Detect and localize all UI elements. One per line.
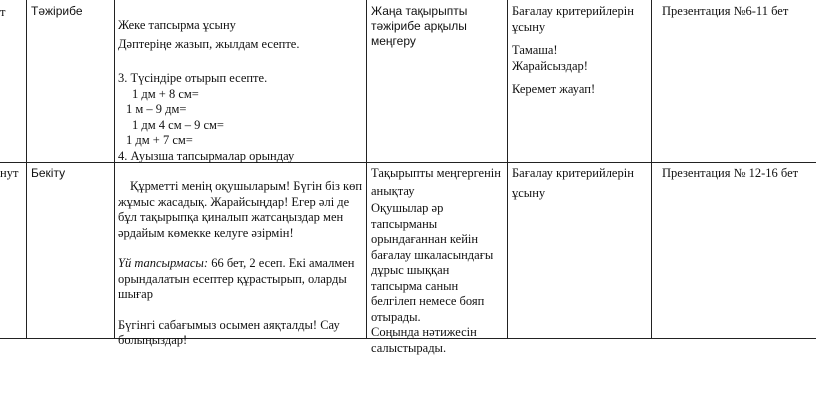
stage-text: Бекіту <box>31 166 66 180</box>
exercise-line: 1 м – 9 дм= <box>126 102 187 116</box>
resources-text: Презентация №6-11 бет <box>662 4 789 18</box>
column-divider <box>651 0 652 339</box>
teacher-activity-cell <box>118 179 363 349</box>
time-cell <box>0 166 24 182</box>
praise-line: Тамаша! <box>512 43 558 57</box>
student-line: белгілеп немесе бояп <box>371 294 485 308</box>
task-intro: Жеке тапсырма ұсыну <box>118 18 236 32</box>
stage-cell <box>31 166 111 181</box>
assessment-line: Бағалау критерийлерін <box>512 4 634 18</box>
exercise-line: 1 дм + 8 см= <box>132 86 199 101</box>
student-line: Жаңа тақырыпты <box>371 4 468 18</box>
farewell-line: болыңыздар! <box>118 333 188 347</box>
student-line: Оқушылар әр <box>371 201 444 215</box>
teacher-activity-cell <box>118 18 363 164</box>
closing-paragraph: жұмыс жасадық. Жарайсыңдар! Егер әлі де <box>118 194 350 209</box>
student-line: меңгеру <box>371 34 416 48</box>
assessment-line: ұсыну <box>512 185 546 200</box>
column-divider <box>507 0 508 339</box>
time-cell <box>0 5 24 21</box>
student-line: отырады. <box>371 309 421 324</box>
closing-paragraph: Құрметті менің оқушыларым! Бүгін біз көп <box>130 179 363 193</box>
student-activity-cell <box>371 4 504 49</box>
student-line: анықтау <box>371 183 415 198</box>
farewell-line: Бүгінгі сабағымыз осымен аяқталды! Сау <box>118 317 340 332</box>
resources-text: Презентация № 12-16 бет <box>662 166 799 180</box>
assessment-line: Бағалау критерийлерін <box>512 166 634 180</box>
student-line: дұрыс шыққан <box>371 263 450 277</box>
student-line: тапсырманы <box>371 216 438 231</box>
exercise-line: 1 дм + 7 см= <box>126 133 193 147</box>
assessment-cell <box>512 166 648 201</box>
student-line: бағалау шкаласындағы <box>371 247 494 262</box>
closing-paragraph: бұл тақырыпқа қиналып жатсаңыздар мен <box>118 210 344 224</box>
resources-cell <box>662 4 814 20</box>
time-text: т <box>0 5 6 19</box>
homework-line: орындалатын есептер құрастырып, оларды <box>118 271 347 286</box>
task-heading: 3. Түсіндіре отырып есепте. <box>118 71 268 85</box>
column-divider <box>26 0 27 339</box>
student-line: Соңында нәтижесін <box>371 325 477 339</box>
homework-text: 66 бет, 2 есеп. Екі амалмен <box>208 256 355 270</box>
assessment-line: ұсыну <box>512 19 546 34</box>
student-line: салыстырады. <box>371 340 447 355</box>
assessment-cell <box>512 4 648 98</box>
exercise-line: 1 дм 4 см – 9 см= <box>132 117 224 132</box>
resources-cell <box>662 166 814 182</box>
time-text: нут <box>0 166 19 180</box>
closing-paragraph: әрдайым көмекке келуге әзірмін! <box>118 225 294 240</box>
student-line: орындағаннан кейін <box>371 232 479 246</box>
homework-line <box>118 256 363 272</box>
praise-line: Жарайсыздар! <box>512 58 588 73</box>
task-instruction: Дәптеріңе жазып, жылдам есепте. <box>118 36 300 51</box>
student-activity-cell <box>371 166 504 356</box>
student-line: Тақырыпты меңгергенін <box>371 166 501 180</box>
column-divider <box>114 0 115 339</box>
homework-line: шығар <box>118 287 153 301</box>
column-divider <box>366 0 367 339</box>
praise-line: Керемет жауап! <box>512 82 596 96</box>
stage-text: Тәжірибе <box>31 4 83 18</box>
stage-cell <box>31 4 111 19</box>
student-line: тапсырма санын <box>371 278 459 293</box>
student-line: тәжірибе арқылы <box>371 19 467 33</box>
task-heading: 4. Ауызша тапсырмалар орындау <box>118 148 295 163</box>
homework-label: Үй тапсырмасы: <box>118 256 209 270</box>
